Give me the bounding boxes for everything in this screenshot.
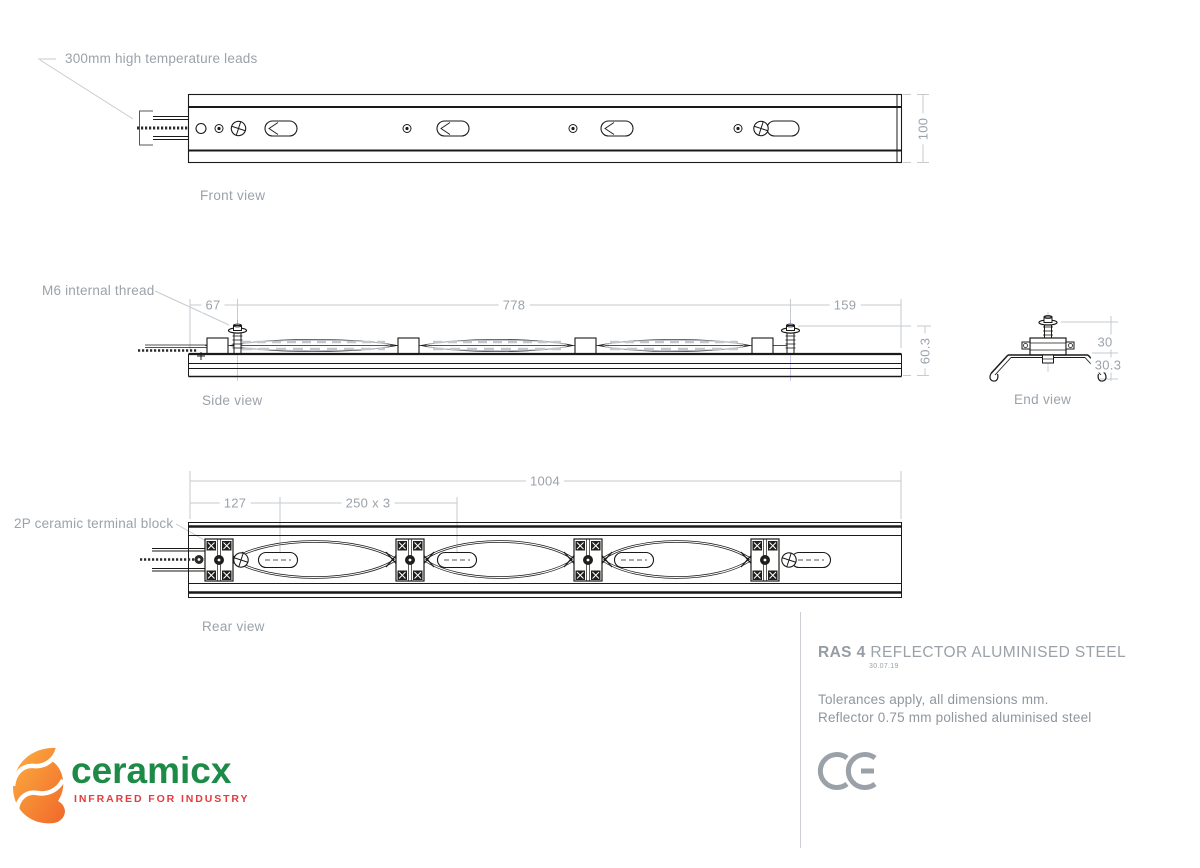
pilot-hole — [569, 125, 577, 133]
side-leads — [138, 345, 207, 360]
flame-icon — [10, 744, 70, 828]
dimension-lines — [190, 95, 1118, 553]
element-eyes — [233, 542, 751, 578]
terminal-block — [396, 539, 424, 581]
dim-side-right: 159 — [830, 298, 861, 313]
dim-rear-total: 1004 — [526, 474, 564, 489]
product-name: REFLECTOR ALUMINISED STEEL — [870, 644, 1126, 661]
edge-hook — [990, 374, 998, 382]
ceramicx-logo — [10, 744, 270, 834]
screw-head — [229, 119, 247, 137]
brand-name: ceramicx — [71, 750, 232, 791]
terminal-block — [751, 539, 779, 581]
rear-leads — [140, 549, 206, 572]
dim-side-left: 67 — [201, 298, 224, 313]
drawing-notes — [818, 691, 1188, 726]
ce-mark — [816, 748, 880, 794]
product-code: RAS 4 — [818, 644, 866, 661]
pilot-hole — [734, 125, 742, 133]
rear-view-drawing — [140, 523, 902, 598]
screw-head — [752, 119, 770, 137]
end-view-label: End view — [1014, 392, 1072, 407]
dim-rear-pitch: 250 x 3 — [342, 496, 395, 511]
note-line-1: Tolerances apply, all dimensions mm. — [818, 692, 1049, 707]
pilot-hole — [215, 125, 223, 133]
dim-end-upper: 30 — [1093, 335, 1116, 350]
reflector-base — [189, 354, 902, 377]
leader-lines — [38, 59, 229, 541]
edge-hook — [1098, 374, 1106, 382]
side-view-drawing — [138, 320, 902, 381]
dim-side-mid: 778 — [499, 298, 530, 313]
m6-stud — [782, 320, 800, 381]
terminal-block-end — [1022, 338, 1074, 355]
pilot-hole — [403, 125, 411, 133]
dim-side-height: 60.3 — [918, 334, 933, 369]
side-view-label: Side view — [202, 393, 263, 408]
front-view-drawing — [137, 95, 902, 163]
brand-tagline: INFRARED FOR INDUSTRY — [74, 793, 250, 805]
drawing-title — [818, 644, 1188, 662]
leads-callout: 300mm high temperature leads — [65, 51, 258, 66]
dim-rear-first: 127 — [220, 496, 251, 511]
m6-stud — [229, 320, 247, 381]
title-block — [818, 644, 1188, 726]
dim-end-lower: 30.3 — [1091, 358, 1126, 373]
terminal-block-callout: 2P ceramic terminal block — [14, 516, 174, 531]
terminal-block — [205, 539, 233, 581]
drawing-date: 30.07.19 — [869, 663, 899, 670]
m6-callout: M6 internal thread — [42, 283, 155, 298]
coil-connectors — [228, 550, 756, 569]
terminal-block — [574, 539, 602, 581]
hole — [196, 124, 206, 134]
rear-view-label: Rear view — [202, 619, 265, 634]
mounting-slots — [265, 121, 799, 136]
front-view-label: Front view — [200, 188, 266, 203]
m6-stud-end — [1039, 316, 1057, 338]
note-line-2: Reflector 0.75 mm polished aluminised steel — [818, 709, 1092, 725]
dim-front-height: 100 — [916, 113, 931, 144]
